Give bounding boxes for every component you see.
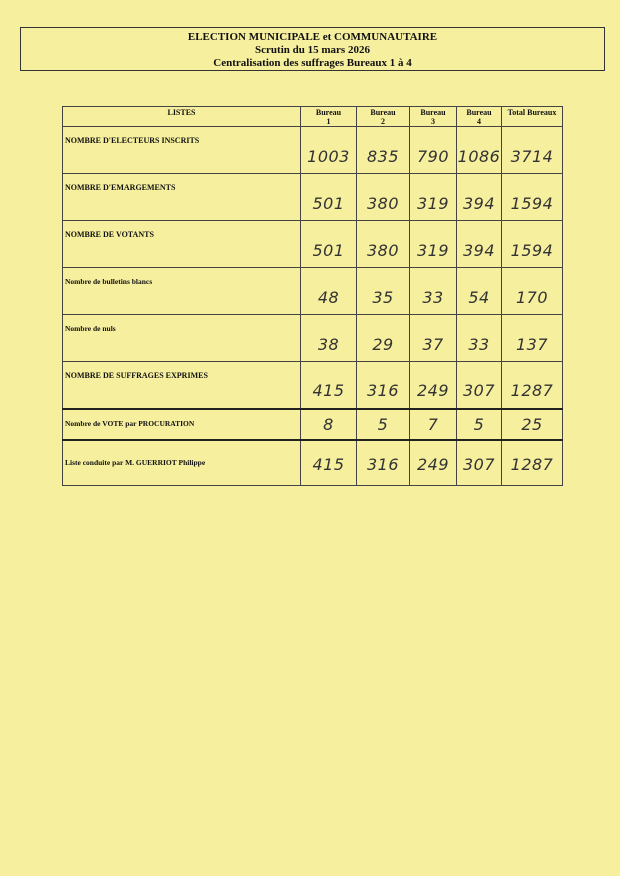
cell-b2: 380 — [357, 174, 410, 221]
cell-b1: 48 — [301, 268, 357, 315]
cell-total: 1594 — [502, 221, 563, 268]
cell-b3: 7 — [410, 409, 457, 440]
cell-b1: 501 — [301, 174, 357, 221]
row-label: Nombre de nuls — [63, 315, 301, 362]
cell-b3: 33 — [410, 268, 457, 315]
cell-b1: 501 — [301, 221, 357, 268]
table-header-row — [63, 107, 563, 127]
cell-b2: 35 — [357, 268, 410, 315]
cell-b1: 38 — [301, 315, 357, 362]
header-total: Total Bureaux — [502, 107, 563, 127]
cell-b2: 5 — [357, 409, 410, 440]
results-table — [62, 106, 563, 486]
cell-b4: 1086 — [457, 127, 502, 174]
cell-b3: 249 — [410, 440, 457, 486]
cell-b4: 394 — [457, 174, 502, 221]
cell-b3: 319 — [410, 221, 457, 268]
cell-b3: 37 — [410, 315, 457, 362]
scrutin-date: Scrutin du 15 mars 2026 — [255, 44, 370, 56]
cell-b4: 307 — [457, 440, 502, 486]
cell-b2: 29 — [357, 315, 410, 362]
cell-b1: 415 — [301, 362, 357, 409]
cell-b1: 415 — [301, 440, 357, 486]
cell-b4: 54 — [457, 268, 502, 315]
cell-total: 25 — [502, 409, 563, 440]
cell-b2: 835 — [357, 127, 410, 174]
cell-b4: 5 — [457, 409, 502, 440]
header-bureau-4: Bureau 4 — [457, 107, 502, 127]
cell-b2: 380 — [357, 221, 410, 268]
header-bureau-2: Bureau 2 — [357, 107, 410, 127]
table-row-exprimes — [63, 362, 563, 409]
cell-b4: 33 — [457, 315, 502, 362]
cell-b4: 307 — [457, 362, 502, 409]
cell-total: 1287 — [502, 362, 563, 409]
election-title: ELECTION MUNICIPALE et COMMUNAUTAIRE — [187, 31, 438, 43]
cell-b3: 790 — [410, 127, 457, 174]
cell-total: 170 — [502, 268, 563, 315]
row-label: Nombre de VOTE par PROCURATION — [63, 409, 301, 440]
cell-b2: 316 — [357, 362, 410, 409]
cell-b3: 319 — [410, 174, 457, 221]
centralisation-subtitle: Centralisation des suffrages Bureaux 1 à 4 — [213, 57, 412, 69]
cell-b4: 394 — [457, 221, 502, 268]
cell-total: 1594 — [502, 174, 563, 221]
row-label: NOMBRE DE VOTANTS — [63, 221, 301, 268]
header-bureau-1: Bureau 1 — [301, 107, 357, 127]
header-bureau-3: Bureau 3 — [410, 107, 457, 127]
row-label: Liste conduite par M. GUERRIOT Philippe — [63, 440, 301, 486]
cell-b1: 8 — [301, 409, 357, 440]
cell-b2: 316 — [357, 440, 410, 486]
row-label: NOMBRE D'EMARGEMENTS — [63, 174, 301, 221]
table-row-liste-guerriot — [63, 440, 563, 486]
cell-total: 1287 — [502, 440, 563, 486]
table-row-procuration — [63, 409, 563, 440]
document-header — [20, 27, 605, 71]
table-row-emargements — [63, 174, 563, 221]
row-label: NOMBRE DE SUFFRAGES EXPRIMES — [63, 362, 301, 409]
header-listes: LISTES — [63, 107, 301, 127]
table-row-inscrits — [63, 127, 563, 174]
cell-total: 137 — [502, 315, 563, 362]
table-row-blancs — [63, 268, 563, 315]
cell-b3: 249 — [410, 362, 457, 409]
row-label: Nombre de bulletins blancs — [63, 268, 301, 315]
cell-total: 3714 — [502, 127, 563, 174]
table-row-votants — [63, 221, 563, 268]
table-row-nuls — [63, 315, 563, 362]
cell-b1: 1003 — [301, 127, 357, 174]
row-label: NOMBRE D'ELECTEURS INSCRITS — [63, 127, 301, 174]
